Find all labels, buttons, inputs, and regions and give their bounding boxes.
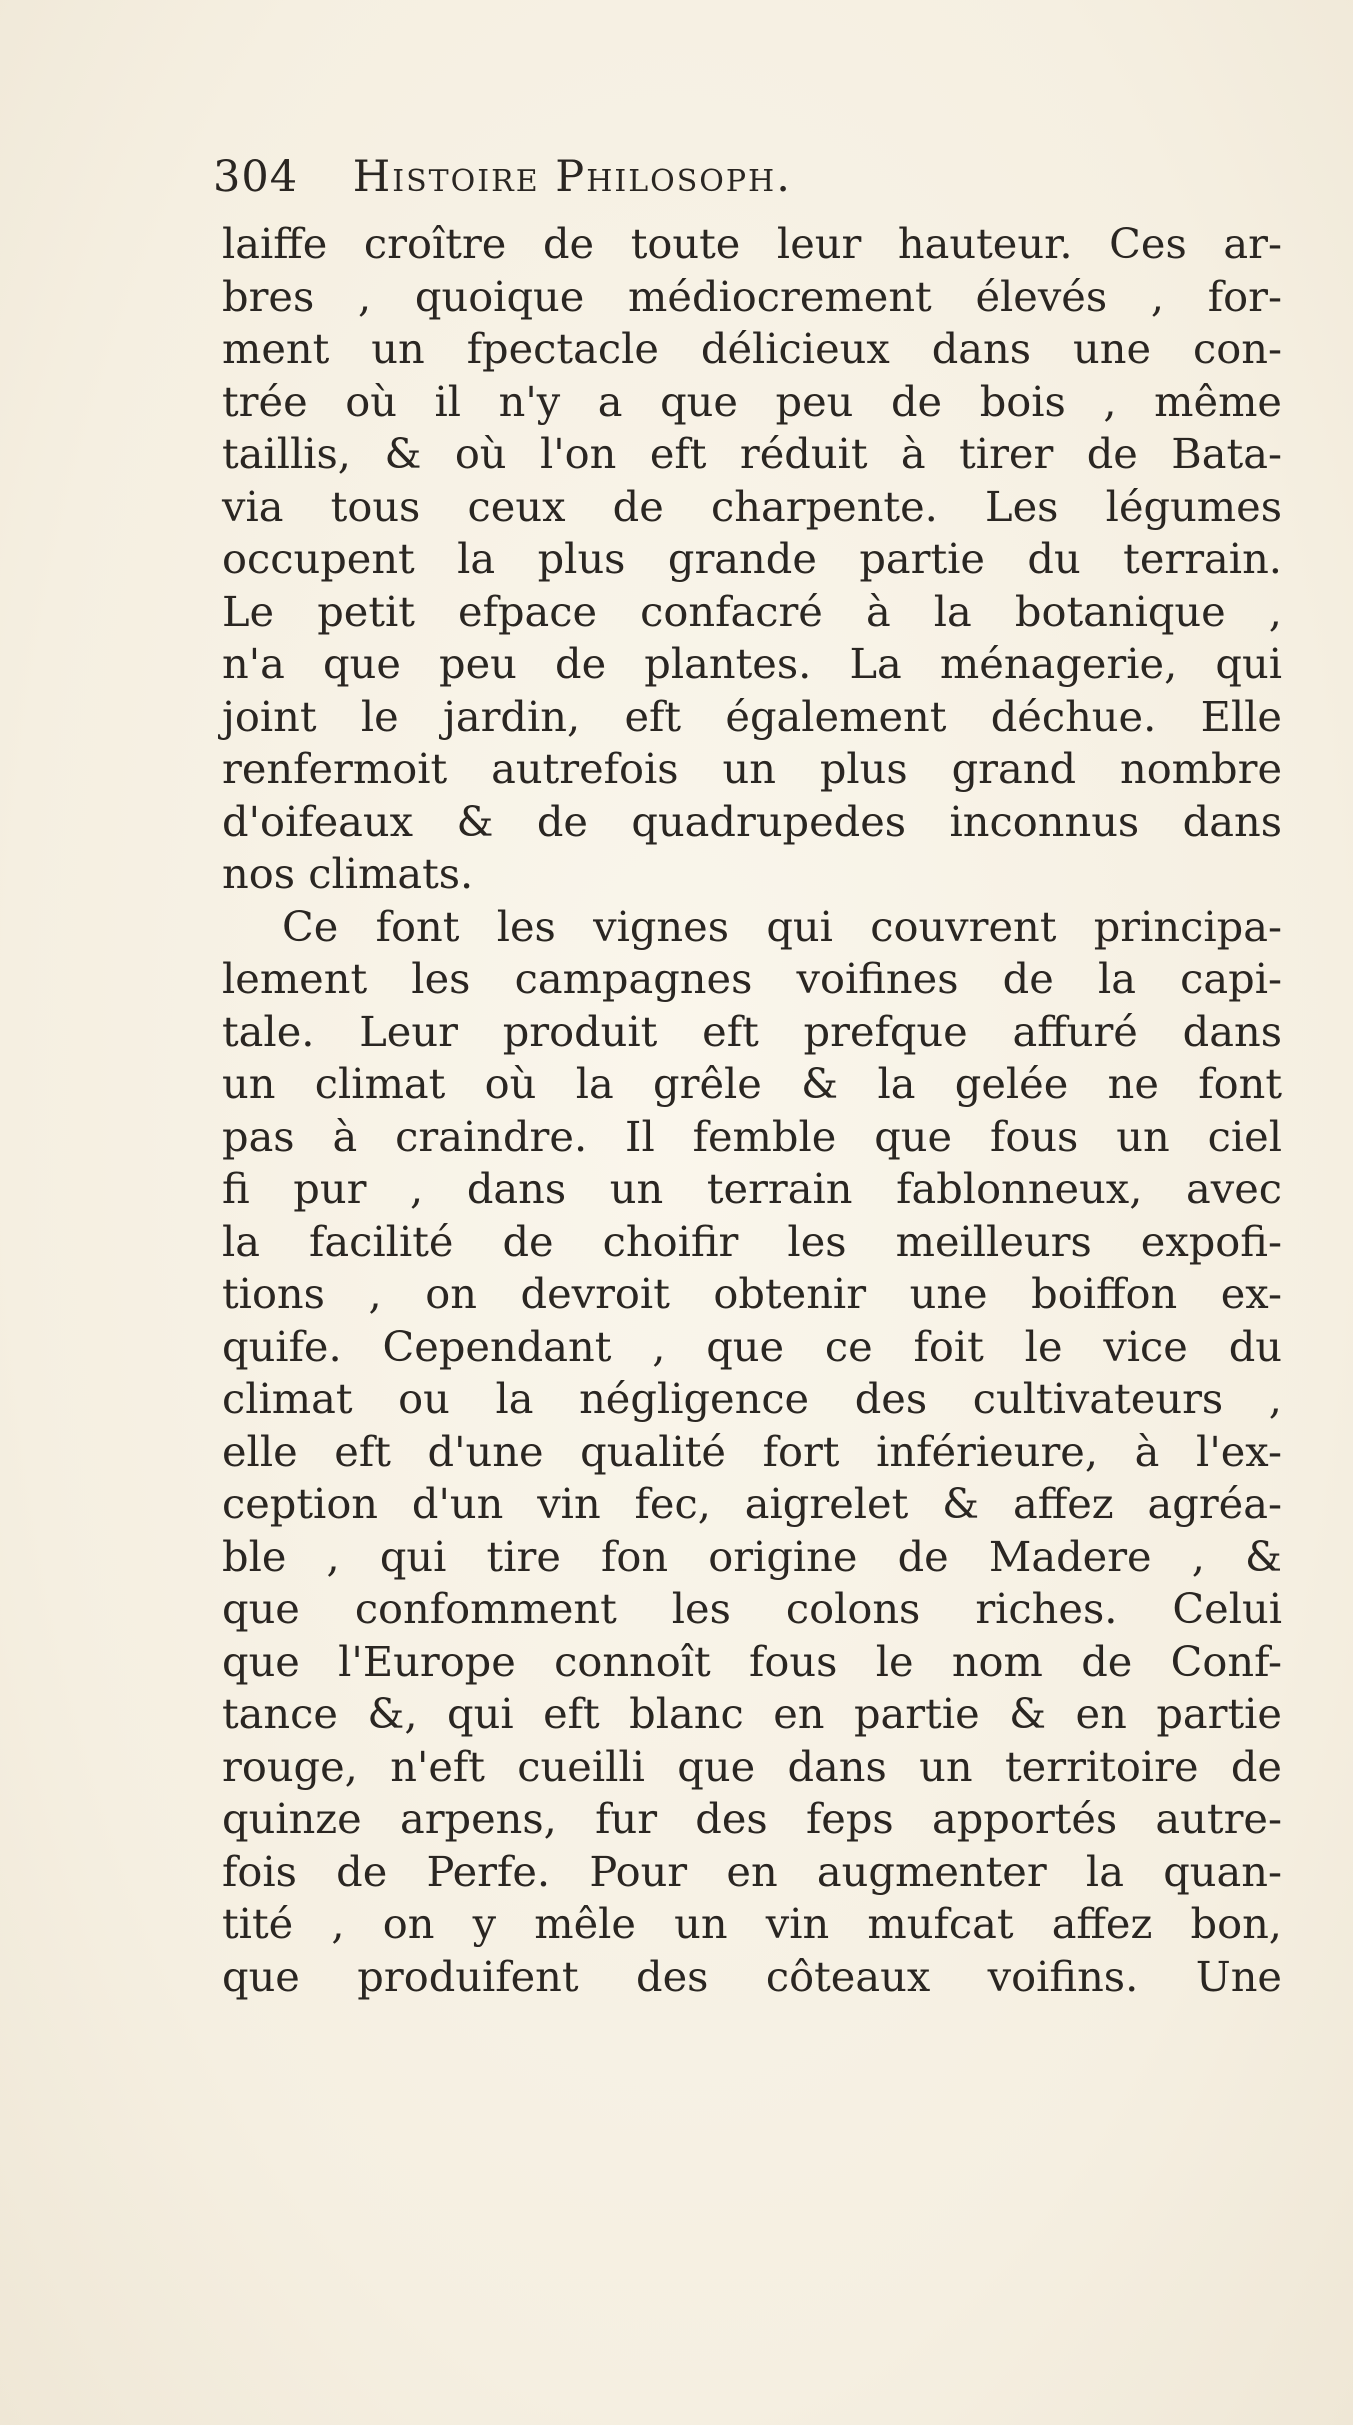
text-line: joint le jardin, eft également déchue. Elle (222, 691, 1282, 741)
text-line: que l'Europe connoît fous le nom de Conf- (222, 1636, 1282, 1686)
text-line: que produifent des côteaux voifins. Une (222, 1951, 1282, 2001)
text-line: n'a que peu de plantes. La ménagerie, qui (222, 639, 1282, 688)
text-line: ception d'un vin fec, aigrelet & affez agréa- (222, 1479, 1282, 1528)
text-line: Le petit efpace confacré à la botanique , (222, 586, 1282, 636)
text-line: d'oifeaux & de quadrupedes inconnus dans (222, 796, 1282, 846)
text-line: renfermoit autrefois un plus grand nombre (222, 744, 1282, 793)
text-line: tance &, qui eft blanc en partie & en partie (222, 1689, 1282, 1738)
text-line: tité , on y mêle un vin mufcat affez bon, (222, 1899, 1282, 1948)
text-line: taillis, & où l'on eft réduit à tirer de Bata- (222, 429, 1282, 478)
text-line: tions , on devroit obtenir une boiffon ex- (222, 1269, 1282, 1318)
text-line: ment un fpectacle délicieux dans une con- (222, 324, 1282, 373)
body-text (222, 218, 1282, 2003)
text-line: fi pur , dans un terrain fablonneux, avec (222, 1164, 1282, 1213)
text-line: fois de Perfe. Pour en augmenter la quan- (222, 1846, 1282, 1896)
text-line: bres , quoique médiocrement élevés , for- (222, 271, 1282, 321)
text-line: climat ou la négligence des cultivateurs , (222, 1374, 1282, 1423)
text-line: quinze arpens, fur des feps apportés autre- (222, 1794, 1282, 1843)
paragraph-1 (222, 218, 1282, 901)
text-line: via tous ceux de charpente. Les légumes (222, 481, 1282, 531)
text-line: trée où il n'y a que peu de bois , même (222, 376, 1282, 426)
text-line: elle eft d'une qualité fort inférieure, à l'ex- (222, 1426, 1282, 1476)
text-line: pas à craindre. Il femble que fous un ciel (222, 1111, 1282, 1161)
text-line: rouge, n'eft cueilli que dans un territoire de (222, 1741, 1282, 1791)
text-line: laiffe croître de toute leur hauteur. Ces ar- (222, 219, 1282, 268)
text-line: lement les campagnes voifines de la capi- (222, 954, 1282, 1003)
paragraph-2 (222, 901, 1282, 2004)
page-number: 304 (213, 152, 299, 202)
text-line: occupent la plus grande partie du terrain. (222, 534, 1282, 583)
text-line: la facilité de choifir les meilleurs expofi- (222, 1216, 1282, 1266)
text-line: nos climats. (222, 849, 474, 898)
text-line: tale. Leur produit eft prefque affuré dans (222, 1006, 1282, 1056)
text-line: que confomment les colons riches. Celui (222, 1584, 1282, 1633)
text-line: un climat où la grêle & la gelée ne font (222, 1059, 1282, 1108)
text-line: quife. Cependant , que ce foit le vice du (222, 1321, 1282, 1371)
text-line: Ce font les vignes qui couvrent principa- (282, 901, 1282, 951)
text-line: ble , qui tire fon origine de Madere , & (222, 1531, 1282, 1581)
running-head: Histoire Philosoph. (352, 152, 792, 202)
page-header (213, 152, 1113, 212)
